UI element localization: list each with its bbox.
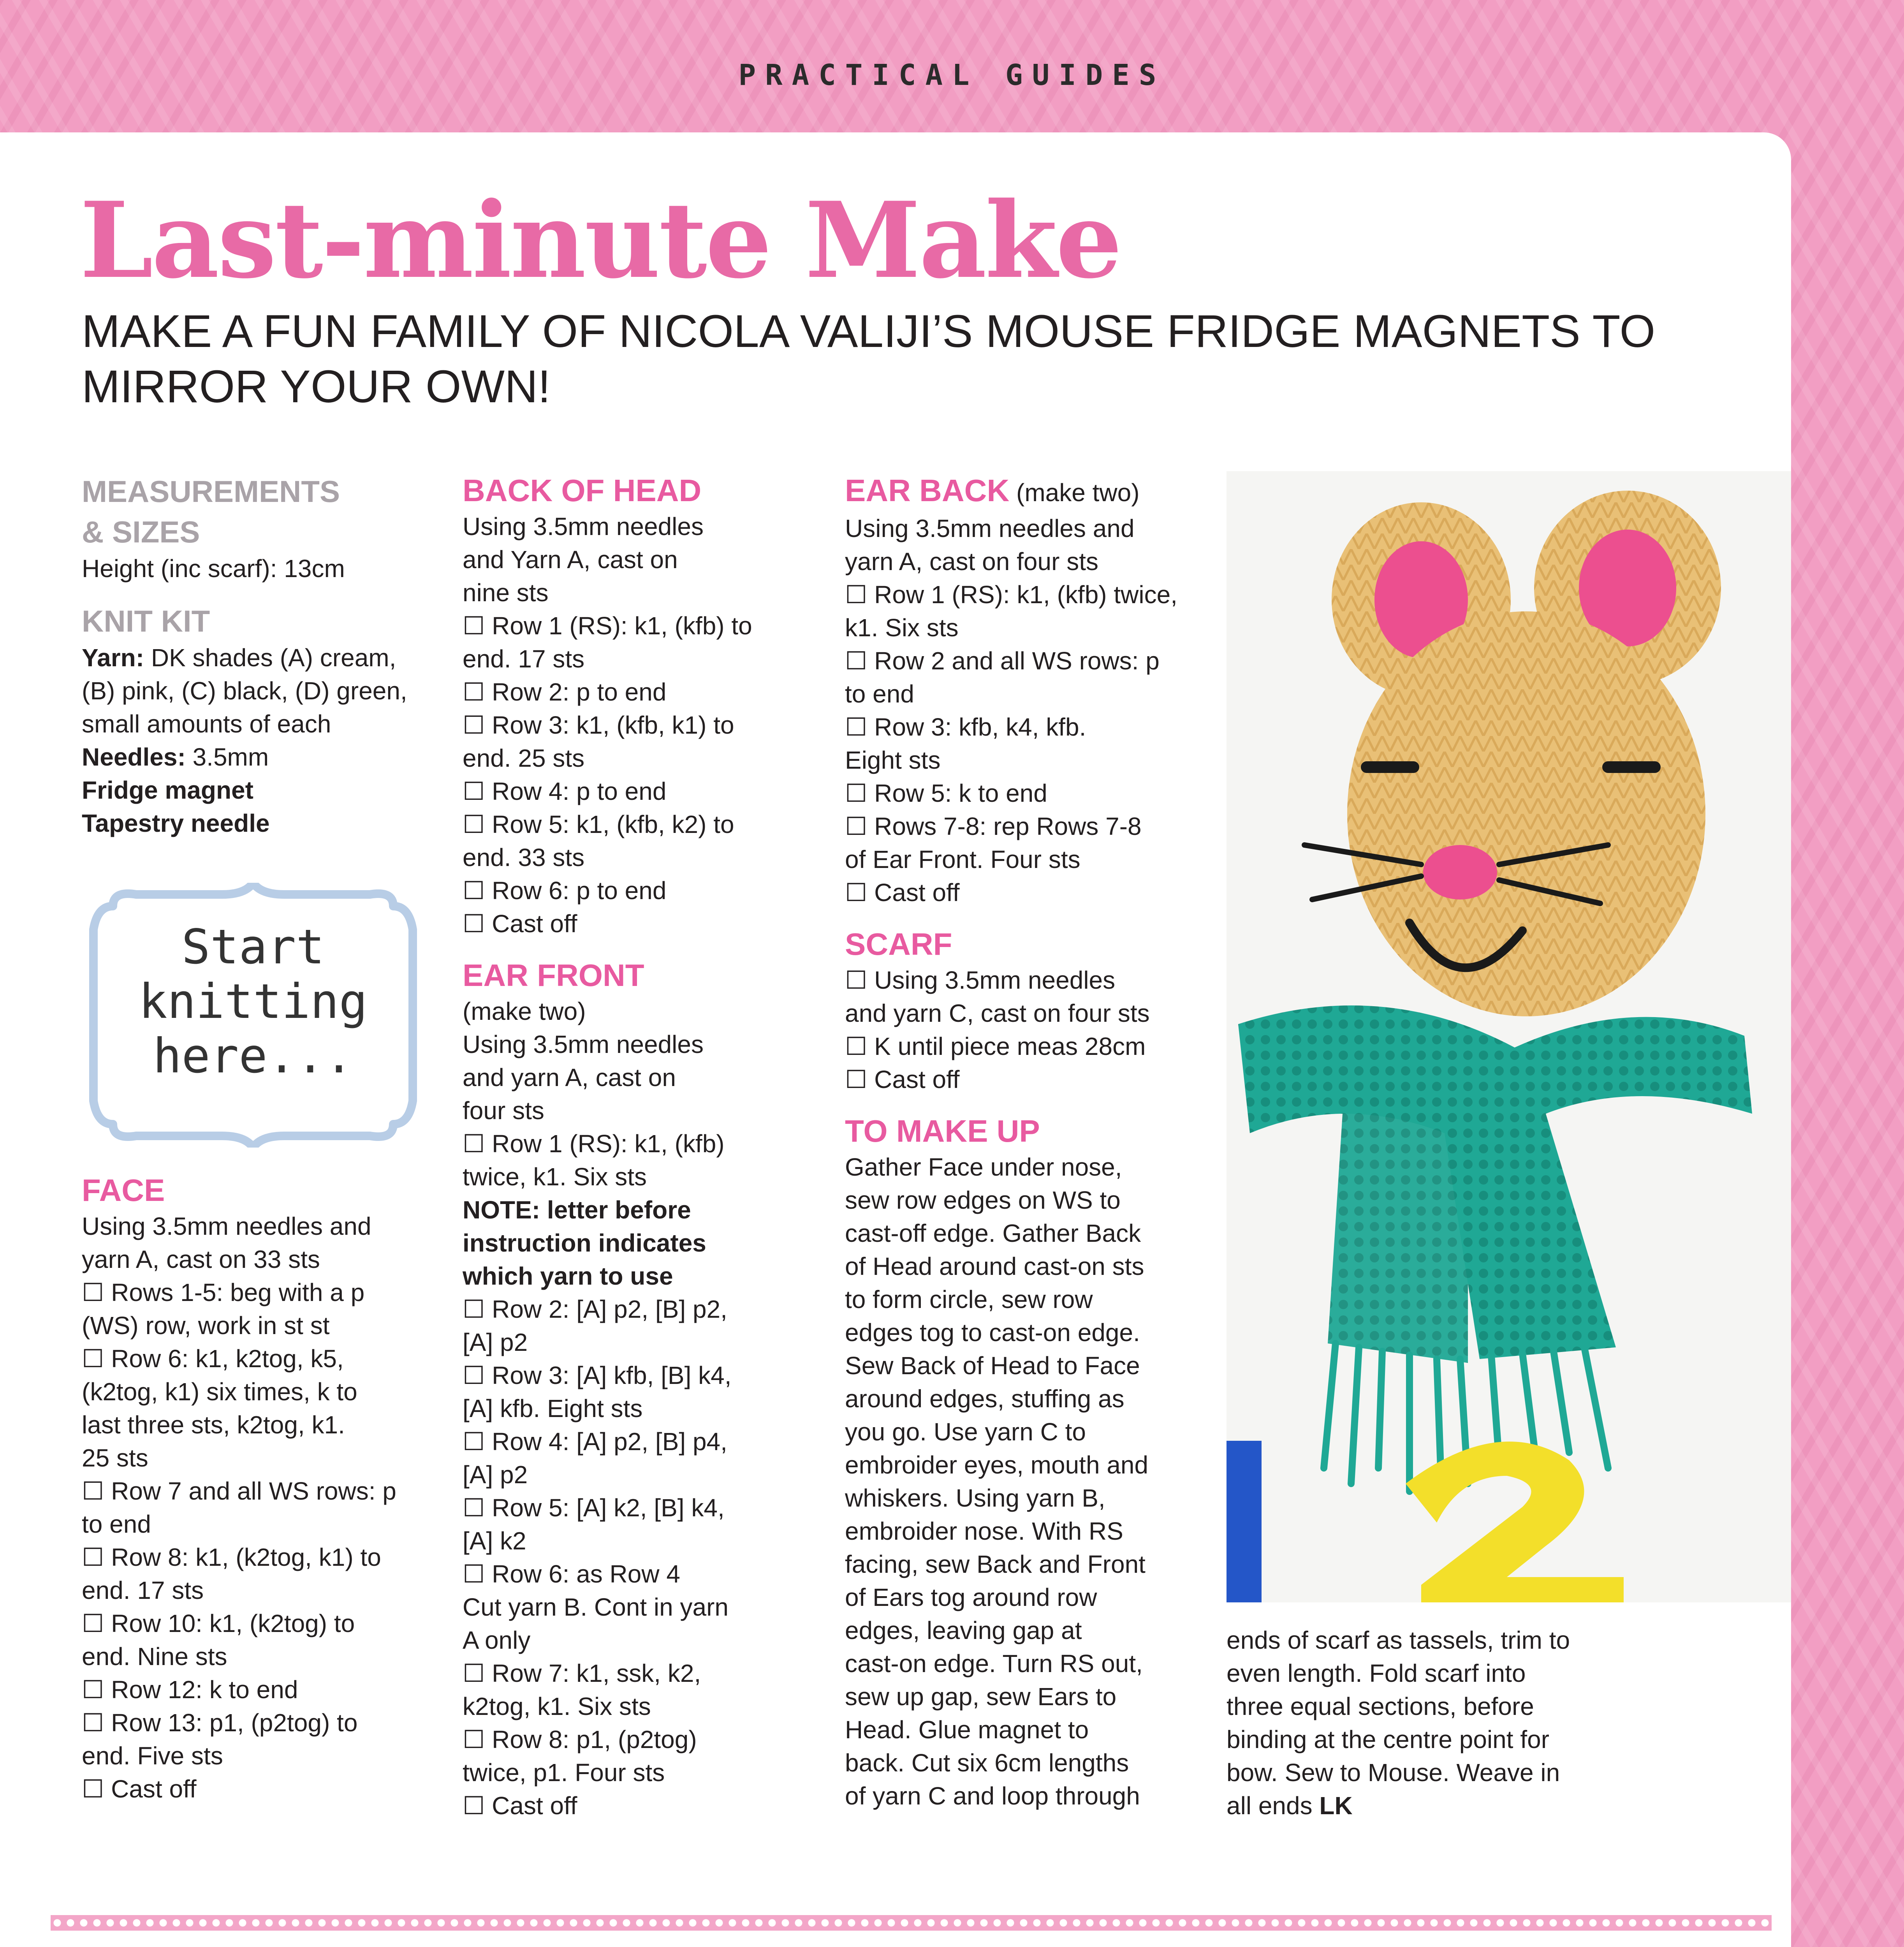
back-of-head-line: ☐ Row 4: p to end [463, 777, 667, 805]
make-up-line: of Head around cast-on sts [845, 1252, 1144, 1280]
make-up-instructions [845, 1151, 1219, 1813]
face-line: last three sts, k2tog, k1. [82, 1411, 345, 1439]
ear-back-line: ☐ Row 3: kfb, k4, kfb. [845, 713, 1086, 741]
make-up-line: whiskers. Using yarn B, [845, 1484, 1105, 1512]
measurements-text: Height (inc scarf): 13cm [82, 555, 345, 583]
ear-back-line: yarn A, cast on four sts [845, 547, 1098, 576]
dotted-divider [51, 1915, 1772, 1931]
ear-front-line: and yarn A, cast on [463, 1063, 676, 1091]
make-up-line: cast-on edge. Turn RS out, [845, 1649, 1143, 1678]
ear-front-line: Using 3.5mm needles [463, 1030, 704, 1058]
face-line: ☐ Row 8: k1, (k2tog, k1) to [82, 1543, 381, 1571]
ear-back-line: Eight sts [845, 746, 941, 774]
make-up-line: bow. Sew to Mouse. Weave in [1227, 1759, 1560, 1787]
badge-line-1: Start [181, 919, 325, 975]
back-of-head-line: end. 17 sts [463, 645, 585, 673]
ear-back-line: ☐ Row 1 (RS): k1, (kfb) twice, [845, 581, 1177, 609]
ear-front-line: [A] p2 [463, 1461, 528, 1489]
make-up-line: facing, sew Back and Front [845, 1550, 1146, 1578]
ear-front-line: [A] k2 [463, 1527, 526, 1555]
ear-front-heading: EAR FRONT [463, 958, 644, 993]
ear-front-line: k2tog, k1. Six sts [463, 1692, 651, 1720]
section-label: PRACTICAL GUIDES [738, 58, 1166, 92]
make-up-line: edges tog to cast-on edge. [845, 1319, 1140, 1347]
face-line: ☐ Row 10: k1, (k2tog) to [82, 1609, 355, 1637]
ear-front-line: (make two) [463, 997, 586, 1025]
back-of-head-line: and Yarn A, cast on [463, 546, 678, 574]
face-line: ☐ Rows 1-5: beg with a p [82, 1278, 365, 1306]
knit-kit-heading: KNIT KIT [82, 604, 210, 638]
column-2 [463, 471, 821, 1822]
face-line: end. Five sts [82, 1742, 223, 1770]
back-of-head-line: ☐ Row 2: p to end [463, 678, 667, 706]
make-up-line: edges, leaving gap at [845, 1616, 1082, 1644]
make-up-line: cast-off edge. Gather Back [845, 1219, 1141, 1247]
make-up-line: Head. Glue magnet to [845, 1716, 1089, 1744]
ear-front-line: twice, p1. Four sts [463, 1759, 665, 1787]
ear-front-line: A only [463, 1626, 531, 1654]
face-line: yarn A, cast on 33 sts [82, 1245, 320, 1273]
kit-yarn-label: Yarn: [82, 644, 144, 672]
face-line: end. Nine sts [82, 1642, 227, 1671]
ear-front-line: ☐ Row 1 (RS): k1, (kfb) [463, 1130, 725, 1158]
ear-back-heading [845, 471, 1219, 512]
ear-back-instructions [845, 512, 1219, 909]
make-up-last-text: all ends [1227, 1792, 1320, 1820]
ear-back-suffix: (make two) [1009, 479, 1140, 507]
make-up-line: Sew Back of Head to Face [845, 1352, 1140, 1380]
column-1 [82, 471, 440, 1806]
make-up-line: sew up gap, sew Ears to [845, 1683, 1117, 1711]
make-up-line: embroider nose. With RS [845, 1517, 1123, 1545]
face-line: ☐ Row 7 and all WS rows: p [82, 1477, 396, 1505]
face-line: (k2tog, k1) six times, k to [82, 1378, 357, 1406]
page-title: Last-minute Make [80, 179, 1121, 302]
back-of-head-line: ☐ Row 3: k1, (kfb, k1) to [463, 711, 734, 739]
mouse-photo [1227, 471, 1791, 1602]
badge-line-3: here... [153, 1028, 354, 1084]
ear-front-line: ☐ Row 8: p1, (p2tog) [463, 1725, 697, 1753]
ear-front-line: ☐ Row 5: [A] k2, [B] k4, [463, 1494, 725, 1522]
make-up-line: Gather Face under nose, [845, 1153, 1122, 1181]
ear-front-line: [A] kfb. Eight sts [463, 1394, 643, 1422]
face-line: ☐ Cast off [82, 1775, 197, 1803]
make-up-line: around edges, stuffing as [845, 1385, 1124, 1413]
ear-front-line: ☐ Row 6: as Row 4 [463, 1560, 680, 1588]
back-of-head-line: end. 33 sts [463, 843, 585, 871]
ear-back-line: ☐ Row 5: k to end [845, 779, 1047, 807]
scarf-line: ☐ Cast off [845, 1065, 960, 1093]
measurements-heading-2: & SIZES [82, 515, 200, 549]
make-up-line: of Ears tog around row [845, 1583, 1097, 1611]
ear-back-line: ☐ Row 2 and all WS rows: p [845, 647, 1160, 675]
kit-magnet: Fridge magnet [82, 776, 253, 804]
make-up-line: binding at the centre point for [1227, 1725, 1549, 1753]
back-of-head-line: end. 25 sts [463, 744, 585, 772]
make-up-line: even length. Fold scarf into [1227, 1659, 1526, 1687]
ear-back-line: of Ear Front. Four sts [845, 845, 1080, 873]
face-instructions [82, 1210, 440, 1806]
make-up-last-line [1227, 1789, 1659, 1822]
measurements-heading: MEASUREMENTS [82, 474, 340, 509]
ear-front-note-line: instruction indicates [463, 1229, 706, 1257]
mouse-magnet-icon [1227, 471, 1791, 1602]
make-up-line: embroider eyes, mouth and [845, 1451, 1149, 1479]
make-up-line: you go. Use yarn C to [845, 1418, 1086, 1446]
column-3 [845, 471, 1219, 1813]
back-of-head-instructions [463, 510, 821, 940]
standfirst: MAKE A FUN FAMILY OF NICOLA VALIJI’S MOUSE FRIDGE MAGNETS TO MIRROR YOUR OWN! [82, 306, 1656, 412]
ear-front-line: ☐ Row 7: k1, ssk, k2, [463, 1659, 701, 1687]
back-of-head-heading: BACK OF HEAD [463, 473, 702, 508]
face-line: 25 sts [82, 1444, 148, 1472]
make-up-line: back. Cut six 6cm lengths [845, 1749, 1129, 1777]
ear-back-line: to end [845, 680, 914, 708]
ear-front-line: ☐ Row 3: [A] kfb, [B] k4, [463, 1361, 732, 1389]
make-up-continued [1227, 1624, 1659, 1822]
make-up-line: three equal sections, before [1227, 1692, 1534, 1720]
face-line: Using 3.5mm needles and [82, 1212, 371, 1240]
make-up-line: to form circle, sew row [845, 1285, 1093, 1313]
face-line: to end [82, 1510, 151, 1538]
scarf-heading: SCARF [845, 927, 952, 961]
scarf-line: ☐ K until piece meas 28cm [845, 1032, 1146, 1060]
face-line: ☐ Row 13: p1, (p2tog) to [82, 1709, 358, 1737]
face-heading: FACE [82, 1173, 165, 1208]
kit-needles-value: 3.5mm [192, 743, 269, 771]
make-up-line: sew row edges on WS to [845, 1186, 1121, 1214]
ear-front-line: ☐ Cast off [463, 1792, 577, 1820]
kit-yarn-1: DK shades (A) cream, [151, 644, 396, 672]
back-of-head-line: Using 3.5mm needles [463, 512, 704, 540]
make-up-line: ends of scarf as tassels, trim to [1227, 1626, 1570, 1654]
ear-front-note-line: which yarn to use [463, 1262, 673, 1290]
face-line: ☐ Row 6: k1, k2tog, k5, [82, 1345, 344, 1373]
kit-tapestry: Tapestry needle [82, 809, 270, 837]
ear-back-line: k1. Six sts [845, 614, 959, 642]
make-up-line: of yarn C and loop through [845, 1782, 1140, 1810]
scarf-instructions [845, 964, 1219, 1096]
ear-front-line: [A] p2 [463, 1328, 528, 1356]
badge-text [82, 920, 424, 1083]
face-line: end. 17 sts [82, 1576, 204, 1604]
ear-front-line: twice, k1. Six sts [463, 1163, 647, 1191]
ear-front-instructions [463, 995, 821, 1194]
ear-front-instructions-2 [463, 1293, 821, 1822]
make-up-heading: TO MAKE UP [845, 1114, 1040, 1148]
ear-front-line: four sts [463, 1097, 544, 1125]
ear-back-title: EAR BACK [845, 473, 1010, 508]
back-of-head-line: ☐ Row 1 (RS): k1, (kfb) to [463, 612, 752, 640]
ear-back-line: Using 3.5mm needles and [845, 514, 1135, 542]
back-of-head-line: ☐ Row 5: k1, (kfb, k2) to [463, 810, 734, 838]
kit-yarn-3: small amounts of each [82, 710, 331, 738]
kit-needles [82, 741, 440, 774]
kit-needles-label: Needles: [82, 743, 186, 771]
kit-yarn [82, 641, 440, 674]
face-line: (WS) row, work in st st [82, 1311, 330, 1340]
start-knitting-badge [82, 883, 424, 1148]
back-of-head-line: ☐ Row 6: p to end [463, 877, 667, 905]
face-line: ☐ Row 12: k to end [82, 1676, 298, 1704]
back-of-head-line: ☐ Cast off [463, 910, 577, 938]
back-of-head-line: nine sts [463, 579, 549, 607]
sign-off: LK [1319, 1792, 1353, 1820]
ear-front-line: Cut yarn B. Cont in yarn [463, 1593, 729, 1621]
scarf-line: ☐ Using 3.5mm needles [845, 966, 1116, 994]
ear-front-note-line: NOTE: letter before [463, 1196, 691, 1224]
scarf-line: and yarn C, cast on four sts [845, 999, 1150, 1027]
ear-front-line: ☐ Row 2: [A] p2, [B] p2, [463, 1295, 727, 1323]
kit-yarn-2: (B) pink, (C) black, (D) green, [82, 677, 407, 705]
ear-back-line: ☐ Rows 7-8: rep Rows 7-8 [845, 812, 1142, 840]
badge-line-2: knitting [139, 974, 368, 1029]
ear-back-line: ☐ Cast off [845, 878, 960, 907]
ear-front-note [463, 1194, 821, 1293]
ear-front-line: ☐ Row 4: [A] p2, [B] p4, [463, 1428, 727, 1456]
